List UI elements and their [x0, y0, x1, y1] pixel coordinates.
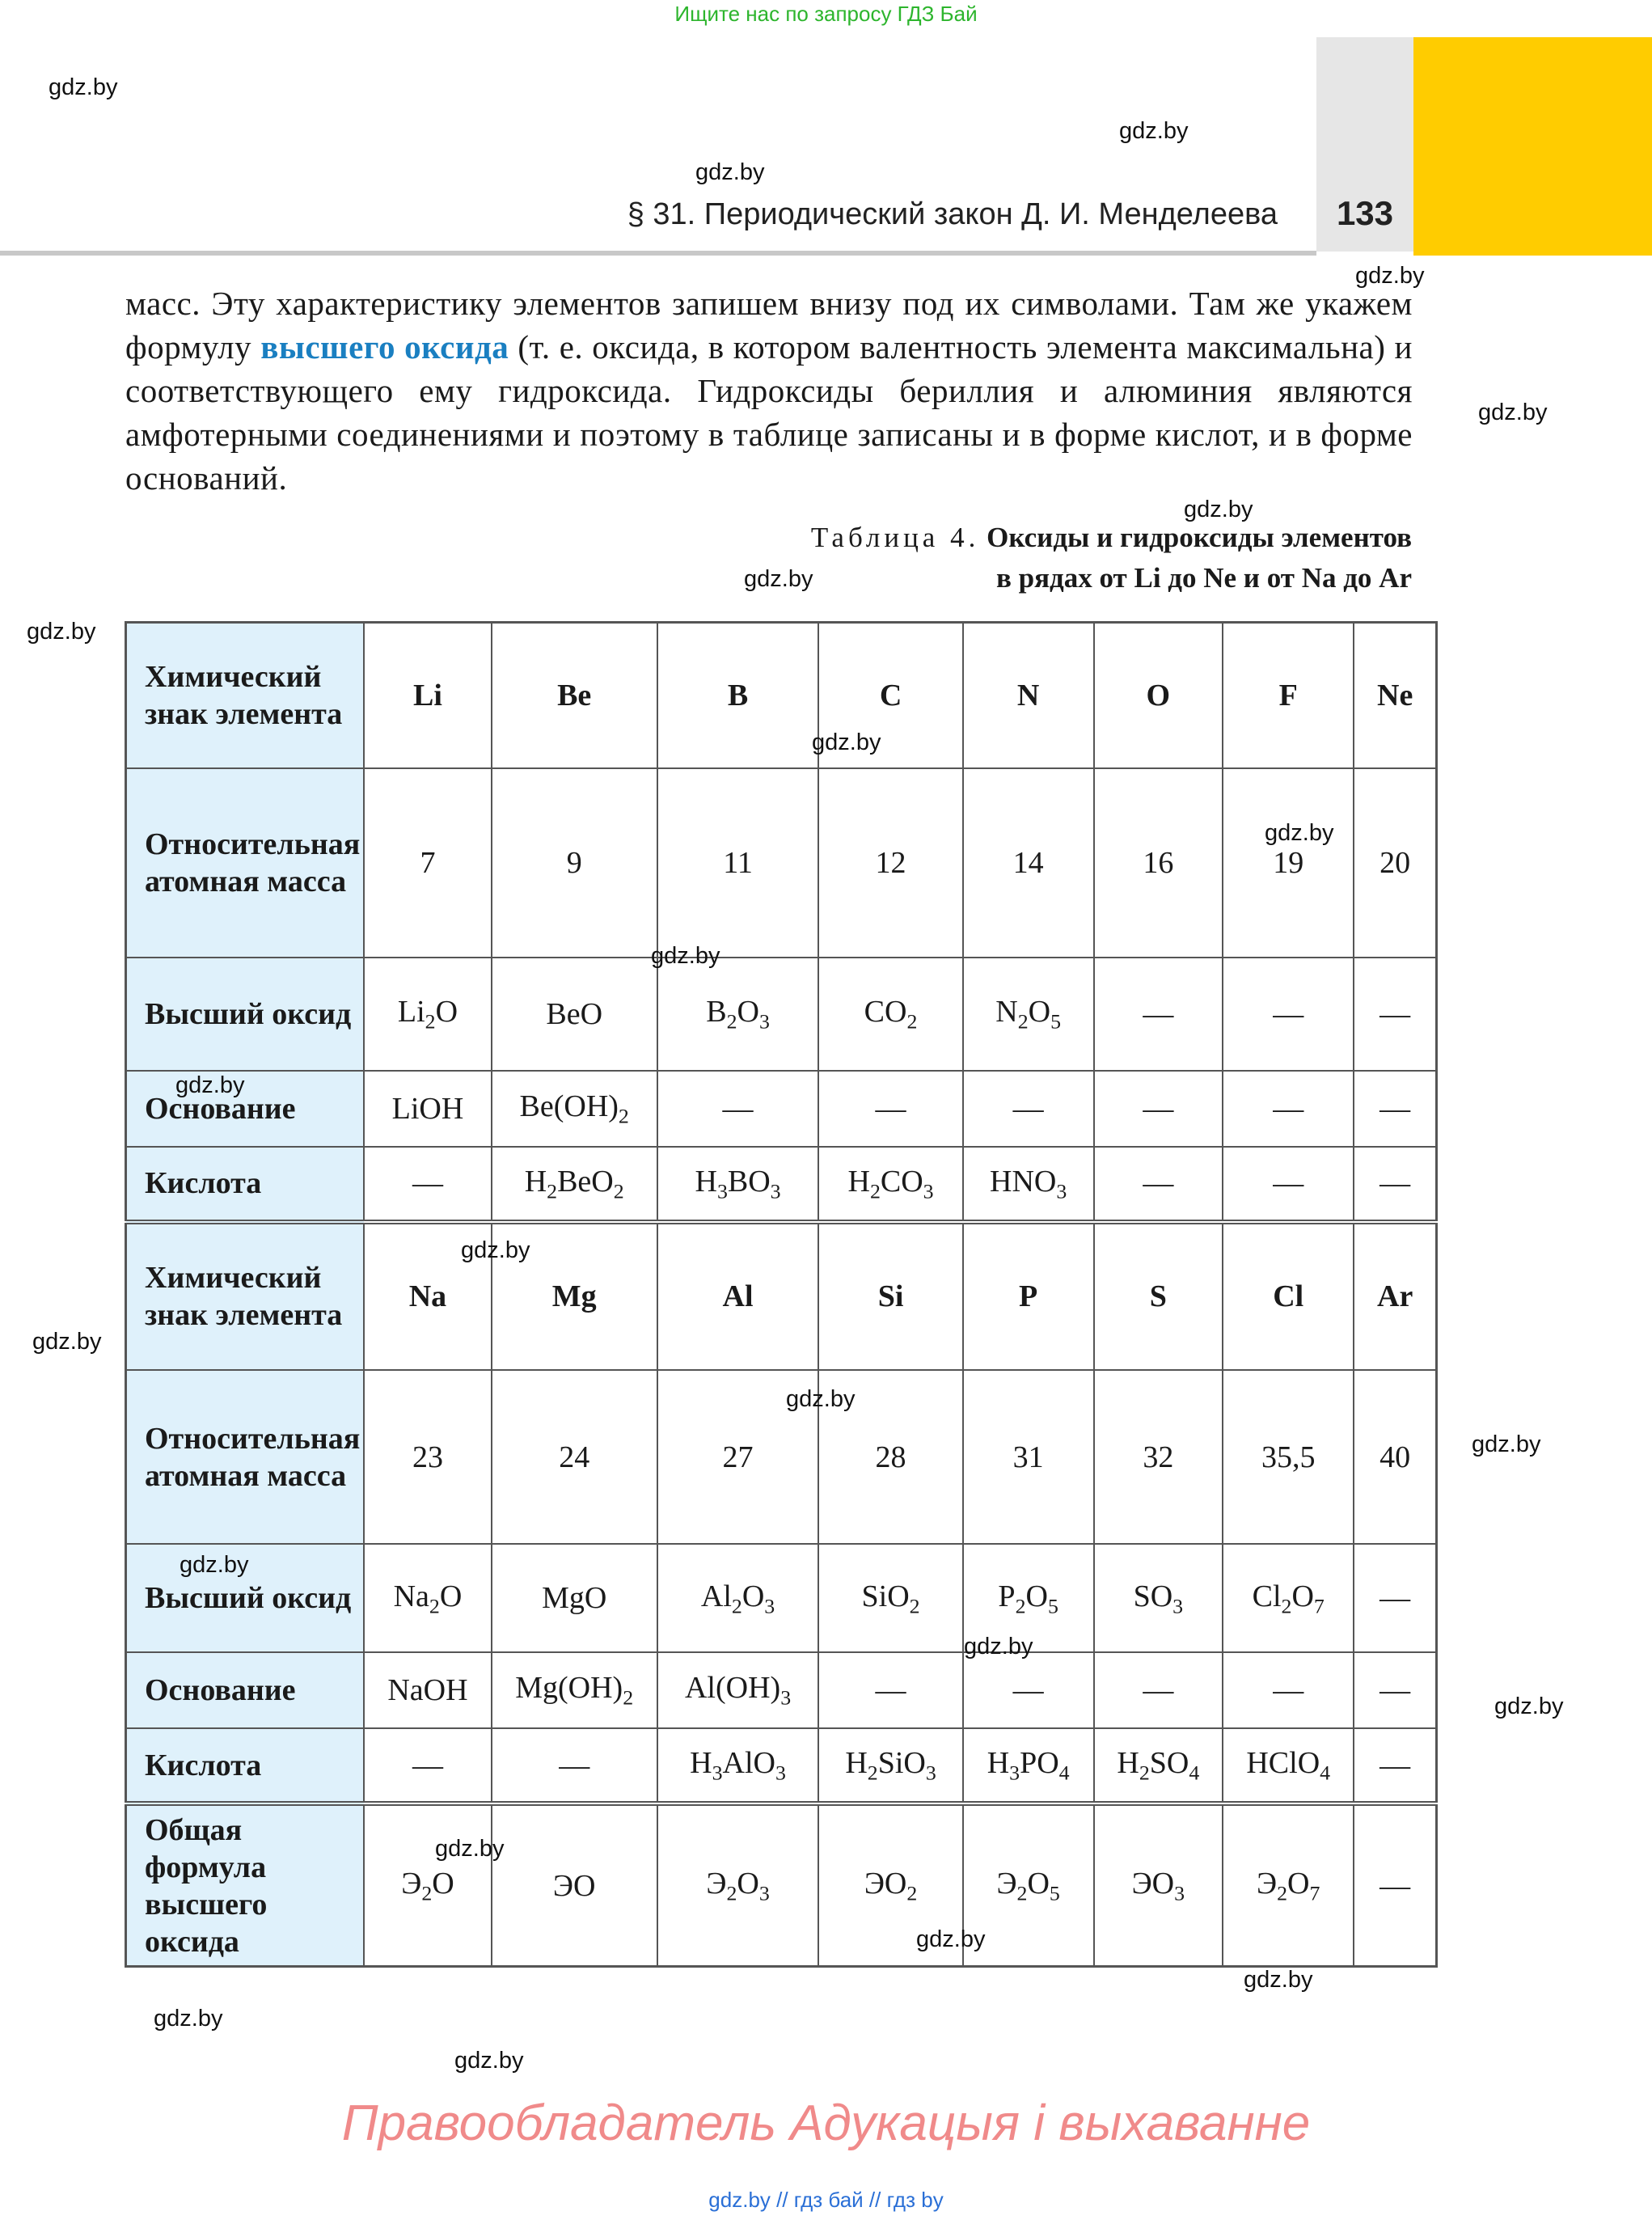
row-header: Высший оксид — [126, 958, 365, 1071]
watermark: gdz.by — [1478, 400, 1548, 425]
table-cell: — — [364, 1147, 491, 1222]
table-cell: LiOH — [364, 1071, 491, 1146]
table-cell: BeO — [492, 958, 657, 1071]
table-cell: — — [1354, 1147, 1436, 1222]
table-cell: SiO$_2$ — [818, 1544, 962, 1652]
table-cell: 28 — [818, 1370, 962, 1544]
watermark: gdz.by — [1355, 263, 1425, 289]
table-cell: Si — [818, 1222, 962, 1370]
table-cell: $Э_2O_7$ — [1223, 1803, 1354, 1966]
watermark: gdz.by — [175, 1072, 245, 1098]
oxides-table — [125, 621, 1438, 1968]
watermark: gdz.by — [1119, 118, 1189, 144]
watermark: gdz.by — [916, 1926, 986, 1952]
table-cell: — — [657, 1071, 819, 1146]
watermark: gdz.by — [32, 1329, 102, 1355]
table-cell: 7 — [364, 768, 491, 958]
table-cell: Be — [492, 623, 657, 769]
watermark: gdz.by — [27, 619, 96, 645]
table-cell: 32 — [1094, 1370, 1223, 1544]
row-header: Относительная атомная масса — [126, 768, 365, 958]
table-cell: Ne — [1354, 623, 1436, 769]
watermark: gdz.by — [154, 2006, 223, 2032]
table-cell: $Э_2O_5$ — [963, 1803, 1094, 1966]
table-cell: N — [963, 623, 1094, 769]
table-cell: 24 — [492, 1370, 657, 1544]
row-header: Кислота — [126, 1147, 365, 1222]
table-cell: 35,5 — [1223, 1370, 1354, 1544]
table-cell: $Mg(OH)_2$ — [492, 1652, 657, 1727]
table-cell: 16 — [1094, 768, 1223, 958]
table-cell: — — [963, 1071, 1094, 1146]
watermark: gdz.by — [744, 566, 813, 592]
table-row — [126, 1652, 1437, 1727]
watermark: gdz.by — [1244, 1967, 1313, 1993]
watermark: gdz.by — [1184, 497, 1253, 522]
table-row — [126, 768, 1437, 958]
table-cell: NaOH — [364, 1652, 491, 1727]
table-cell: — — [1354, 1652, 1436, 1727]
row-header: Кислота — [126, 1728, 365, 1803]
table-cell: $Be(OH)_2$ — [492, 1071, 657, 1146]
table-cell: C — [818, 623, 962, 769]
watermark: gdz.by — [461, 1237, 530, 1263]
table-cell: Na — [364, 1222, 491, 1370]
table-cell: Li — [364, 623, 491, 769]
table-cell: 19 — [1223, 768, 1354, 958]
table-cell: — — [1354, 1803, 1436, 1966]
table-cell: — — [1354, 1071, 1436, 1146]
table-cell: $SO_3$ — [1094, 1544, 1223, 1652]
page-number: 133 — [1336, 194, 1394, 232]
row-header: Основание — [126, 1071, 365, 1146]
table-caption: Таблица 4. Оксиды и гидроксиды элементов в рядах от Li до Ne и от Na до Ar — [810, 522, 1412, 594]
watermark: gdz.by — [180, 1552, 249, 1578]
watermark: gdz.by — [435, 1836, 505, 1862]
table-cell: $H_2BeO_2$ — [492, 1147, 657, 1222]
table-row — [126, 1147, 1437, 1222]
copyright-notice: Правообладатель Адукацыя і выхаванне — [341, 2095, 1311, 2151]
highlight-term: высшего оксида — [260, 328, 509, 366]
table-cell: 14 — [963, 768, 1094, 958]
table-cell: 20 — [1354, 768, 1436, 958]
table-cell: ЭO — [492, 1803, 657, 1966]
row-header: Высший оксид — [126, 1544, 365, 1652]
table-cell: P — [963, 1222, 1094, 1370]
table-cell: 9 — [492, 768, 657, 958]
row-header: Химический знак элемента — [126, 1222, 365, 1370]
table-cell: Mg — [492, 1222, 657, 1370]
table-cell: — — [1223, 1071, 1354, 1146]
watermark: gdz.by — [695, 159, 765, 185]
table-cell: — — [1354, 1728, 1436, 1803]
table-cell: MgO — [492, 1544, 657, 1652]
table-cell: — — [818, 1652, 962, 1727]
table-cell: 11 — [657, 768, 819, 958]
table-cell: $HNO_3$ — [963, 1147, 1094, 1222]
table-cell: — — [1354, 958, 1436, 1071]
table-cell: Cl — [1223, 1222, 1354, 1370]
body-paragraph: масс. Эту характеристику элементов запишем внизу под их символами. Там же укажем формулу высшего оксида (т. е. оксида, в котором валентность элемента максимальна) и соответствующего ему гидроксида. Гидроксиды бериллия и алюминия являются амфотерными соединениями и поэтому в таблице записаны и в форме кислот, и в форме оснований. — [125, 285, 1413, 497]
table-cell: — — [1223, 1652, 1354, 1727]
table-cell: $P_2O_5$ — [963, 1544, 1094, 1652]
table-cell: — — [1094, 1071, 1223, 1146]
table-cell: $ЭO_2$ — [818, 1803, 962, 1966]
table-cell: $H_2SO_4$ — [1094, 1728, 1223, 1803]
table-row — [126, 958, 1437, 1071]
table-cell: $H_3BO_3$ — [657, 1147, 819, 1222]
table-cell: 12 — [818, 768, 962, 958]
table-row — [126, 1071, 1437, 1146]
table-cell: $Na_2O$ — [364, 1544, 491, 1652]
table-cell: $Al_2O_3$ — [657, 1544, 819, 1652]
watermark: gdz.by — [1265, 820, 1334, 846]
table-cell: $ЭO_3$ — [1094, 1803, 1223, 1966]
table-cell: F — [1223, 623, 1354, 769]
table-cell: O — [1094, 623, 1223, 769]
table-cell: $Li_2O$ — [364, 958, 491, 1071]
watermark: gdz.by — [651, 943, 720, 969]
row-header: Общая формула высшего оксида — [126, 1803, 365, 1966]
table-cell: S — [1094, 1222, 1223, 1370]
table-cell: — — [492, 1728, 657, 1803]
table-cell: $H_2SiO_3$ — [818, 1728, 962, 1803]
table-cell: $H_3PO_4$ — [963, 1728, 1094, 1803]
table-cell: B — [657, 623, 819, 769]
table-cell: $Э_2O_3$ — [657, 1803, 819, 1966]
table-cell: HClO$_4$ — [1223, 1728, 1354, 1803]
table-cell: — — [1354, 1544, 1436, 1652]
table-cell: $Cl_2O_7$ — [1223, 1544, 1354, 1652]
table-cell: 40 — [1354, 1370, 1436, 1544]
table-cell: — — [818, 1071, 962, 1146]
table-row — [126, 1803, 1437, 1966]
table-cell: $H_2CO_3$ — [818, 1147, 962, 1222]
table-cell: $B_2O_3$ — [657, 958, 819, 1071]
section-title: § 31. Периодический закон Д. И. Менделеева — [627, 197, 1278, 231]
row-header: Относительная атомная масса — [126, 1370, 365, 1544]
table-cell: — — [963, 1652, 1094, 1727]
table-cell: $Al(OH)_3$ — [657, 1652, 819, 1727]
table-cell: $H_3AlO_3$ — [657, 1728, 819, 1803]
table-row — [126, 1544, 1437, 1652]
table-row — [126, 623, 1437, 769]
table-cell: 31 — [963, 1370, 1094, 1544]
watermark: gdz.by — [786, 1386, 856, 1412]
table-cell: Ar — [1354, 1222, 1436, 1370]
table-cell: — — [1223, 1147, 1354, 1222]
table-cell: — — [364, 1728, 491, 1803]
table-row — [126, 1728, 1437, 1803]
watermark: gdz.by — [49, 74, 118, 100]
watermark: gdz.by — [964, 1634, 1033, 1660]
row-header: Основание — [126, 1652, 365, 1727]
footer-links[interactable]: gdz.by // гдз бай // гдз by — [708, 2188, 944, 2212]
table-cell: — — [1094, 958, 1223, 1071]
table-row — [126, 1370, 1437, 1544]
table-cell: $N_2O_5$ — [963, 958, 1094, 1071]
table-cell: 23 — [364, 1370, 491, 1544]
table-cell: $Э_2O$ — [364, 1803, 491, 1966]
top-banner[interactable]: Ищите нас по запросу ГДЗ Бай — [674, 2, 978, 26]
table-row — [126, 1222, 1437, 1370]
table-cell: $CO_2$ — [818, 958, 962, 1071]
table-cell: — — [1094, 1652, 1223, 1727]
table-cell: 27 — [657, 1370, 819, 1544]
header-divider — [0, 251, 1316, 256]
table-cell: — — [1094, 1147, 1223, 1222]
header-yellow-block — [1413, 37, 1652, 256]
watermark: gdz.by — [454, 2048, 524, 2074]
row-header: Химический знак элемента — [126, 623, 365, 769]
watermark: gdz.by — [1472, 1431, 1541, 1457]
watermark: gdz.by — [812, 729, 881, 755]
watermark: gdz.by — [1494, 1693, 1564, 1719]
table-cell: Al — [657, 1222, 819, 1370]
table-cell: — — [1223, 958, 1354, 1071]
